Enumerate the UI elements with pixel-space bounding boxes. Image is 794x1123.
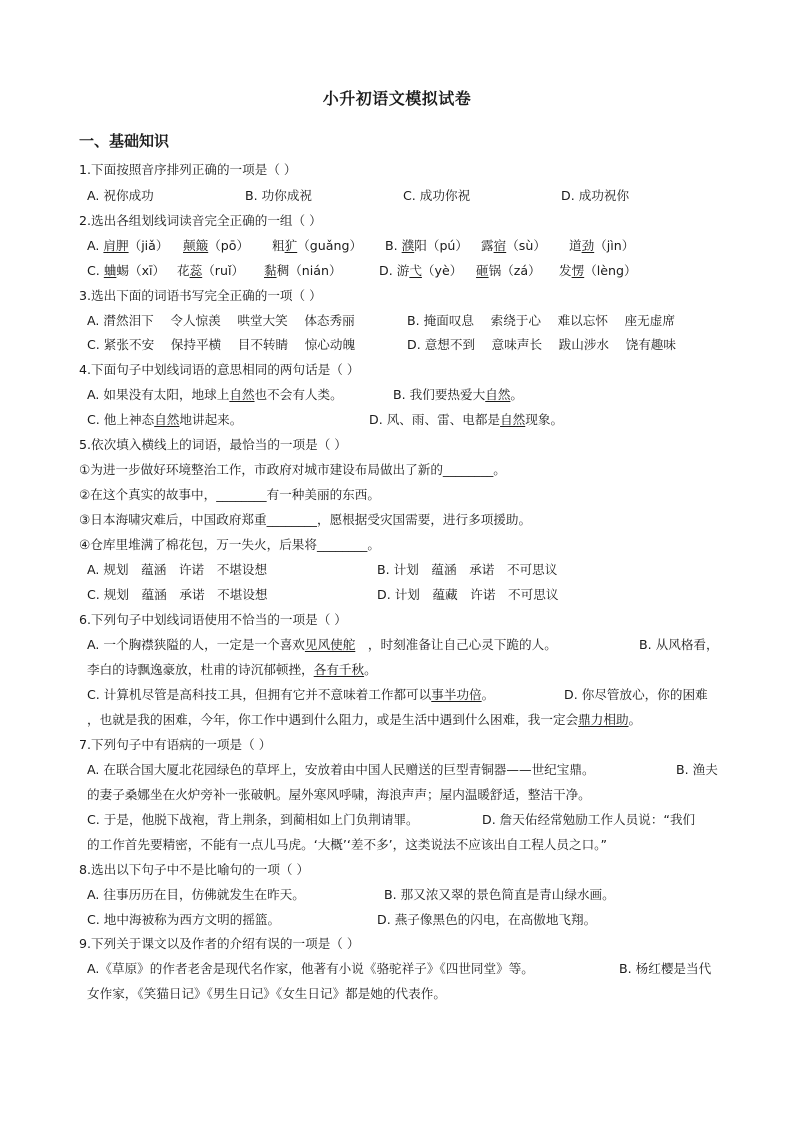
option-d[interactable]: D. 你尽管放心，你的困难	[564, 687, 708, 702]
question-7-line-1	[87, 759, 717, 781]
option-c[interactable]: C. 规划 蕴涵 承诺 不堪设想	[87, 587, 268, 602]
option-c-word-3: 黏稠（nián）	[264, 263, 342, 278]
question-4-options-row1	[87, 384, 707, 406]
option-c[interactable]: C. 他上神态自然地讲起来。	[87, 412, 243, 427]
option-d[interactable]: D. 成功祝你	[561, 188, 630, 203]
option-b-word-3: 道劲（jìn）	[569, 238, 635, 253]
page-title: 小升初语文模拟试卷	[322, 89, 472, 108]
question-6-line-4: ，也就是我的困难，今年，你工作中遇到什么阻力，或是生活中遇到什么困难，我一定会鼎力相助。	[87, 712, 642, 727]
question-1-options	[87, 185, 707, 207]
question-2-stem: 2.选出各组划线词读音完全正确的一组（ ）	[79, 213, 322, 228]
option-a[interactable]: A. 一个胸襟狭隘的人，一定是一个喜欢见风使舵 ，时刻准备让自己心灵下跪的人。	[87, 637, 557, 652]
option-b[interactable]: B. 濮阳（pú）	[385, 238, 469, 253]
question-6-line-1	[87, 634, 717, 656]
question-5-sentence-2: ②在这个真实的故事中，________有一种美丽的东西。	[79, 487, 380, 502]
question-5-sentence-4: ④仓库里堆满了棉花包，万一失火，后果将________。	[79, 537, 380, 552]
option-d[interactable]: D. 燕子像黑色的闪电，在高傲地飞翔。	[377, 912, 597, 927]
option-a[interactable]: A. 潸然泪下 令人惊羡 哄堂大笑 体态秀丽	[87, 313, 355, 328]
option-c-word-2: 花蕊（ruǐ）	[177, 263, 245, 278]
question-8-options-row2	[87, 909, 707, 931]
option-b[interactable]: B. 我们要热爱大自然。	[393, 387, 523, 402]
question-3-options-row1	[87, 310, 707, 332]
question-2-options-row2	[87, 260, 707, 282]
question-6-stem: 6.下列句子中划线词语使用不恰当的一项是（ ）	[79, 612, 347, 627]
option-a[interactable]: A.《草原》的作者老舍是现代名作家，他著有小说《骆驼祥子》《四世同堂》等。	[87, 961, 534, 976]
option-a[interactable]: A. 如果没有太阳，地球上自然也不会有人类。	[87, 387, 343, 402]
option-d-word-2: 砸锅（zá）	[476, 263, 541, 278]
option-a-word-3: 粗犷（guǎng）	[272, 238, 363, 253]
option-b[interactable]: B. 从风格看，	[639, 637, 719, 652]
option-a[interactable]: A. 往事历历在目，仿佛就发生在昨天。	[87, 887, 305, 902]
question-8-options-row1	[87, 884, 707, 906]
question-8-stem: 8.选出以下句子中不是比喻句的一项（ ）	[79, 862, 310, 877]
question-2-options-row1	[87, 235, 707, 257]
option-c[interactable]: C. 紧张不安 保持平横 目不转睛 惊心动魄	[87, 337, 356, 352]
question-7-line-3	[87, 809, 717, 831]
option-c[interactable]: C. 于是，他脱下战袍，背上荆条，到蔺相如上门负荆请罪。	[87, 812, 419, 827]
option-a[interactable]: A. 在联合国大厦北花园绿色的草坪上，安放着由中国人民赠送的巨型青铜器——世纪宝鼎。	[87, 762, 595, 777]
question-6-line-3	[87, 684, 717, 706]
option-a[interactable]: A. 规划 蕴涵 许诺 不堪设想	[87, 562, 268, 577]
option-d[interactable]: D. 风、雨、雷、电都是自然现象。	[369, 412, 564, 427]
option-b[interactable]: B. 功你成祝	[245, 188, 313, 203]
option-b[interactable]: B. 那又浓又翠的景色简直是青山绿水画。	[384, 887, 615, 902]
question-9-line-1	[87, 958, 717, 980]
question-5-stem: 5.依次填入横线上的词语，最恰当的一项是（ ）	[79, 437, 347, 452]
option-c[interactable]: C. 蛐蜴（xī）	[87, 263, 166, 278]
option-a[interactable]: A. 祝你成功	[87, 188, 154, 203]
question-7-stem: 7.下列句子中有语病的一项是（ ）	[79, 737, 272, 752]
question-5-sentence-3: ③日本海啸灾难后，中国政府郑重________，愿根据受灾国需要，进行多项援助。	[79, 512, 532, 527]
section-heading: 一、基础知识	[79, 132, 170, 150]
option-c[interactable]: C. 成功你祝	[403, 188, 471, 203]
question-4-options-row2	[87, 409, 707, 431]
option-b-word-2: 露宿（sù）	[481, 238, 546, 253]
option-b[interactable]: B. 计划 蕴涵 承诺 不可思议	[377, 562, 558, 577]
question-6-line-2: 李白的诗飘逸豪放，杜甫的诗沉郁顿挫，各有千秋。	[87, 662, 377, 677]
option-d[interactable]: D. 意想不到 意味声长 跋山涉水 饶有趣味	[407, 337, 676, 352]
question-7-line-4: 的工作首先要精密，不能有一点儿马虎。‘大概’‘差不多’，这类说法不应该出自工程人员之口。”	[87, 837, 607, 852]
option-a[interactable]: A. 肩胛（jiǎ）	[87, 238, 169, 253]
option-d[interactable]: D. 詹天佑经常勉励工作人员说：“我们	[482, 812, 696, 827]
question-9-stem: 9.下列关于课文以及作者的介绍有误的一项是（ ）	[79, 936, 360, 951]
question-5-options-row1	[87, 559, 707, 581]
option-c[interactable]: C. 计算机尽管是高科技工具，但拥有它并不意味着工作都可以事半功倍。	[87, 687, 495, 702]
question-9-line-2: 女作家，《笑猫日记》《男生日记》《女生日记》都是她的代表作。	[87, 986, 446, 1001]
question-3-options-row2	[87, 334, 707, 356]
option-b[interactable]: B. 掩面叹息 索绕于心 难以忘怀 座无虚席	[407, 313, 675, 328]
question-1-stem: 1.下面按照音序排列正确的一项是（ ）	[79, 162, 297, 177]
question-5-sentence-1: ①为进一步做好环境整治工作，市政府对城市建设布局做出了新的________。	[79, 462, 506, 477]
option-b[interactable]: B. 杨红樱是当代	[619, 961, 712, 976]
question-3-stem: 3.选出下面的词语书写完全正确的一项（ ）	[79, 288, 322, 303]
question-5-options-row2	[87, 584, 707, 606]
option-d-word-3: 发愣（lèng）	[559, 263, 637, 278]
question-7-line-2: 的妻子桑娜坐在火炉旁补一张破帆。屋外寒风呼啸，海浪声声；屋内温暖舒适，整洁干净。	[87, 787, 591, 802]
option-d[interactable]: D. 计划 蕴藏 许诺 不可思议	[377, 587, 559, 602]
option-d[interactable]: D. 游弋（yè）	[379, 263, 463, 278]
question-4-stem: 4.下面句子中划线词语的意思相同的两句话是（ ）	[79, 362, 360, 377]
option-c[interactable]: C. 地中海被称为西方文明的摇篮。	[87, 912, 281, 927]
option-b[interactable]: B. 渔夫	[676, 762, 718, 777]
option-a-word-2: 颠簸（pō）	[183, 238, 250, 253]
